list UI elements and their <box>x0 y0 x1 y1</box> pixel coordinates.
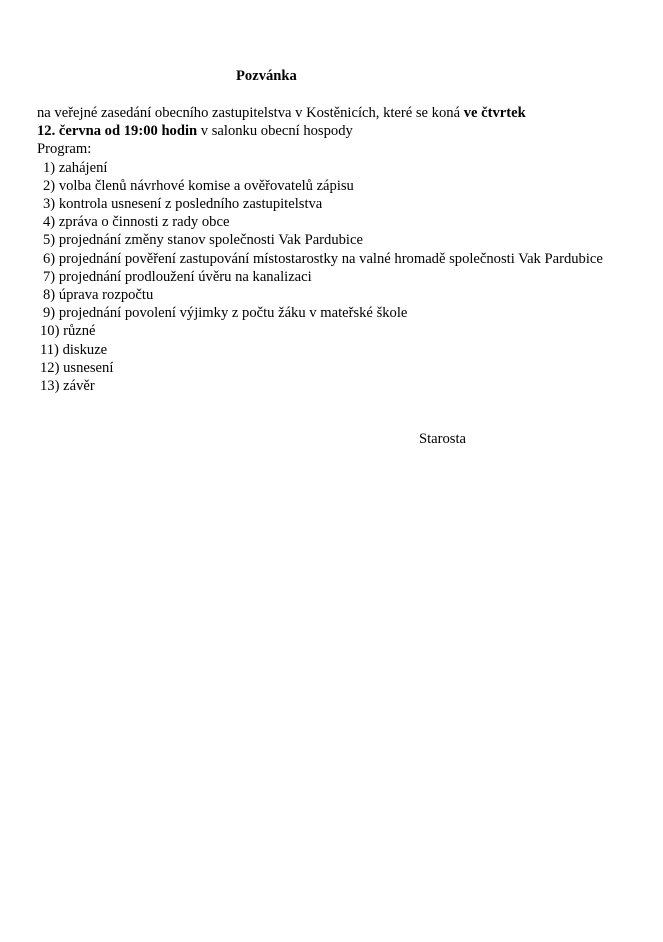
program-item <box>37 304 627 322</box>
item-number: 3) <box>43 196 56 213</box>
program-item <box>37 341 627 359</box>
program-label: Program: <box>37 141 92 158</box>
program-item <box>37 322 627 340</box>
item-number: 12) <box>40 359 60 376</box>
program-item <box>37 250 627 268</box>
item-number: 2) <box>43 177 56 194</box>
program-item <box>37 286 627 304</box>
program-item <box>37 213 627 231</box>
intro-line-1 <box>37 104 627 122</box>
item-text: kontrola usnesení z posledního zastupitelstva <box>58 196 323 213</box>
item-text: různé <box>63 323 96 340</box>
intro-line-2 <box>37 122 627 140</box>
item-text: úprava rozpočtu <box>58 287 154 304</box>
item-text: projednání pověření zastupování místostarostky na valné hromadě společnosti Vak Pardubice <box>58 250 603 267</box>
item-number: 4) <box>43 214 56 231</box>
item-text: diskuze <box>62 341 108 358</box>
item-text: usnesení <box>63 359 114 376</box>
item-text: zpráva o činnosti z rady obce <box>58 214 230 231</box>
item-text: závěr <box>63 378 95 395</box>
item-number: 5) <box>43 232 56 249</box>
item-number: 11) <box>40 341 59 358</box>
intro-day: ve čtvrtek <box>463 105 526 121</box>
program-item <box>37 231 627 249</box>
item-number: 13) <box>40 378 60 395</box>
item-text: projednání prodloužení úvěru na kanalizaci <box>58 268 312 285</box>
program-item <box>37 195 627 213</box>
signature: Starosta <box>419 431 467 447</box>
item-text: projednání povolení výjimky z počtu žáku v mateřské škole <box>58 305 408 322</box>
program-list <box>37 159 627 396</box>
item-text: volba členů návrhové komise a ověřovatelů zápisu <box>58 177 354 194</box>
program-item <box>37 359 627 377</box>
program-item <box>37 377 627 395</box>
program-item <box>37 268 627 286</box>
item-number: 9) <box>43 305 56 322</box>
program-item <box>37 159 627 177</box>
item-number: 6) <box>43 250 56 267</box>
item-text: projednání změny stanov společnosti Vak Pardubice <box>58 232 363 249</box>
intro-text: na veřejné zasedání obecního zastupitelstva v Kostěnicích, které se koná <box>37 105 464 121</box>
intro-date-time: 12. června od 19:00 hodin <box>37 123 198 140</box>
item-text: zahájení <box>58 159 108 176</box>
document-title: Pozvánka <box>236 68 297 84</box>
item-number: 7) <box>43 268 56 285</box>
item-number: 8) <box>43 287 56 304</box>
item-number: 1) <box>43 159 56 176</box>
program-item <box>37 177 627 195</box>
item-number: 10) <box>40 323 60 340</box>
intro-place: v salonku obecní hospody <box>197 123 353 140</box>
document-body <box>37 104 627 395</box>
